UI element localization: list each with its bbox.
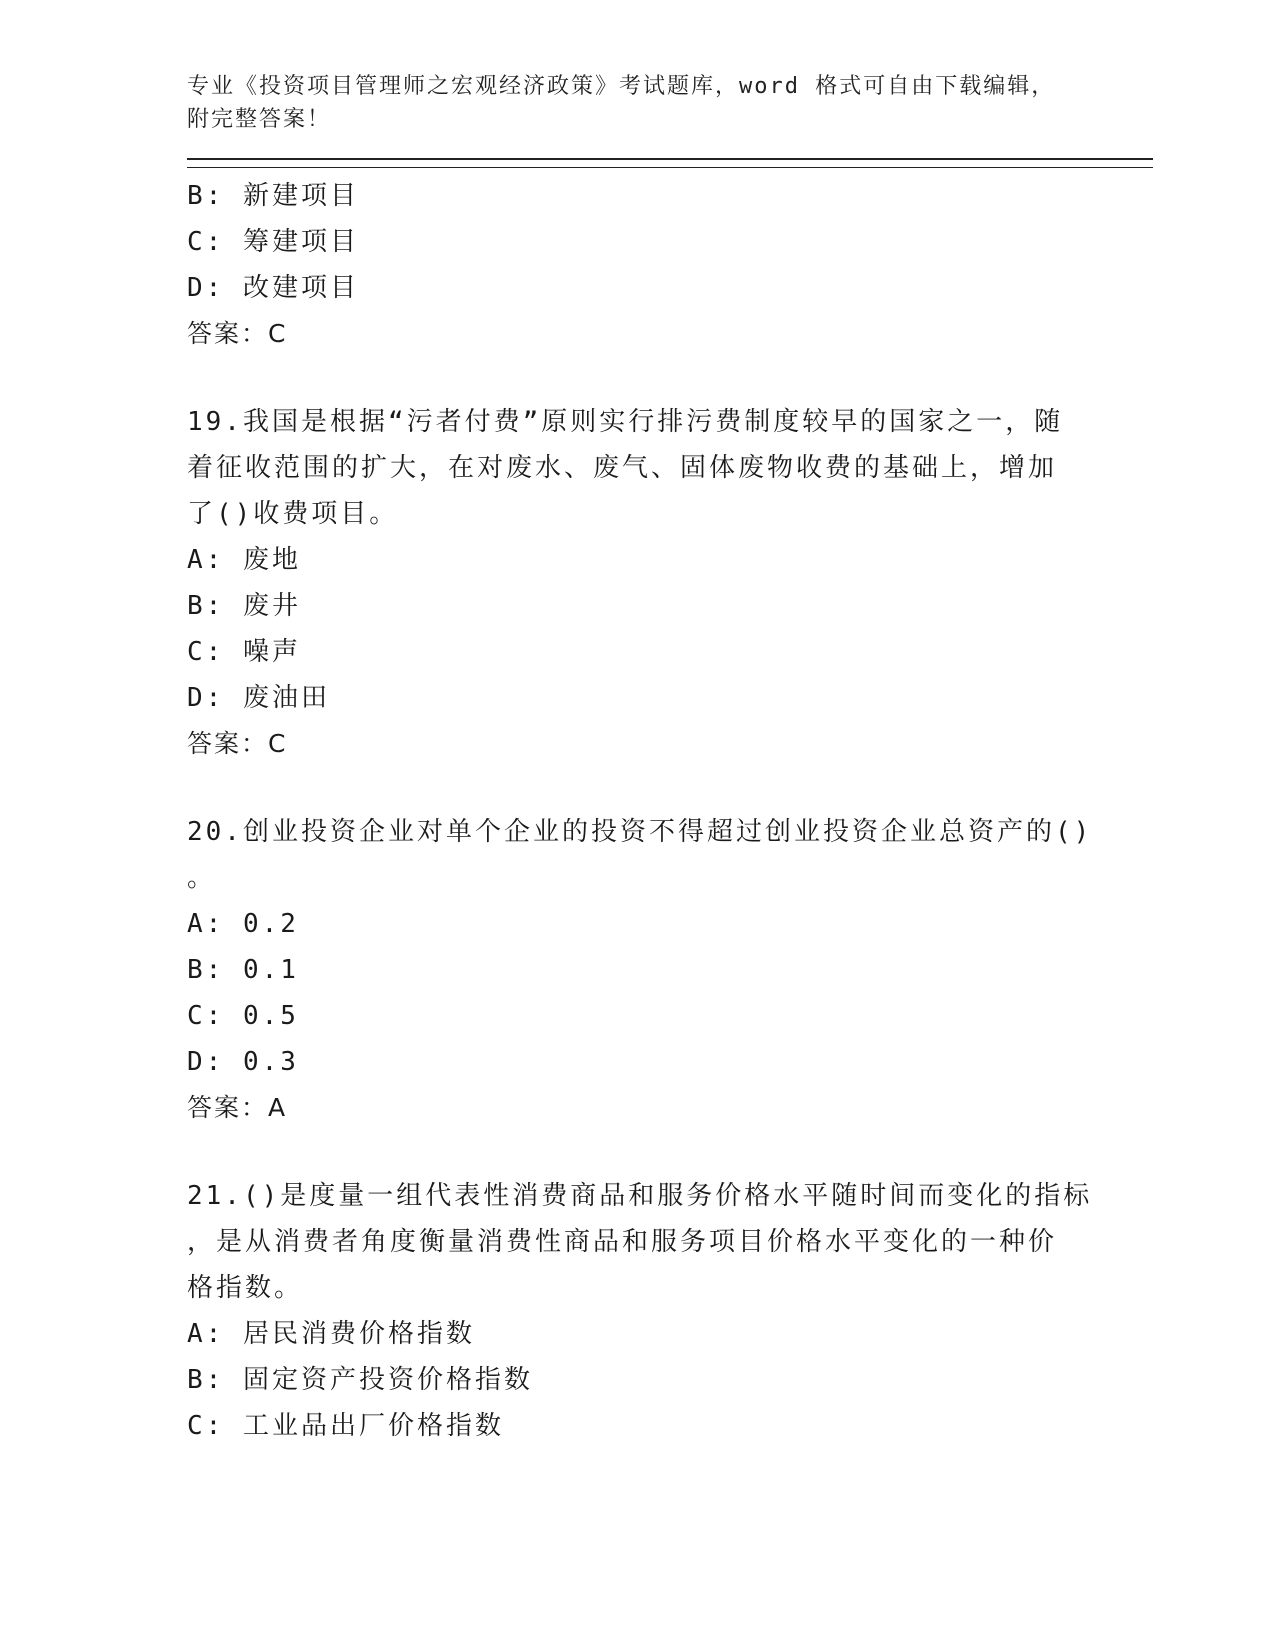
option-c: C: 0.5 — [187, 1001, 299, 1031]
page-header — [187, 70, 1067, 136]
option-b: B: 新建项目 — [187, 181, 359, 211]
question-text-line: 21.()是度量一组代表性消费商品和服务价格水平随时间而变化的指标 — [187, 1181, 1093, 1211]
option-d: D: 0.3 — [187, 1047, 299, 1077]
option-b: B: 固定资产投资价格指数 — [187, 1365, 533, 1395]
question-text-line: 着征收范围的扩大，在对废水、废气、固体废物收费的基础上，增加 — [187, 453, 1058, 483]
option-d: D: 废油田 — [187, 683, 330, 713]
question-text-line: 20.创业投资企业对单个企业的投资不得超过创业投资企业总资产的() — [187, 817, 1093, 847]
option-a: A: 废地 — [187, 545, 301, 575]
option-c: C: 筹建项目 — [187, 227, 359, 257]
question-text-line: 19.我国是根据“污者付费”原则实行排污费制度较早的国家之一，随 — [187, 407, 1064, 437]
option-b: B: 0.1 — [187, 955, 299, 985]
question-20 — [187, 809, 1153, 1131]
option-c: C: 噪声 — [187, 637, 301, 667]
option-a: A: 0.2 — [187, 909, 299, 939]
option-a: A: 居民消费价格指数 — [187, 1319, 475, 1349]
header-divider — [187, 158, 1153, 168]
document-page — [187, 70, 1153, 1449]
option-c: C: 工业品出厂价格指数 — [187, 1411, 504, 1441]
question-19 — [187, 399, 1153, 767]
header-line-1: 专业《投资项目管理师之宏观经济政策》考试题库，word 格式可自由下载编辑， — [187, 74, 1056, 99]
answer-line: 答案：A — [187, 1093, 288, 1122]
answer-line: 答案：C — [187, 319, 288, 348]
option-b: B: 废井 — [187, 591, 301, 621]
question-text-line: 。 — [187, 863, 217, 893]
question-text-line: ，是从消费者角度衡量消费性商品和服务项目价格水平变化的一种价 — [187, 1227, 1058, 1257]
answer-line: 答案：C — [187, 729, 288, 758]
question-21 — [187, 1173, 1153, 1449]
question-18-continued — [187, 173, 1153, 357]
header-line-2: 附完整答案！ — [187, 107, 332, 132]
question-text-line: 了()收费项目。 — [187, 499, 399, 529]
option-d: D: 改建项目 — [187, 273, 359, 303]
question-list — [187, 173, 1153, 1449]
question-text-line: 格指数。 — [187, 1273, 304, 1303]
